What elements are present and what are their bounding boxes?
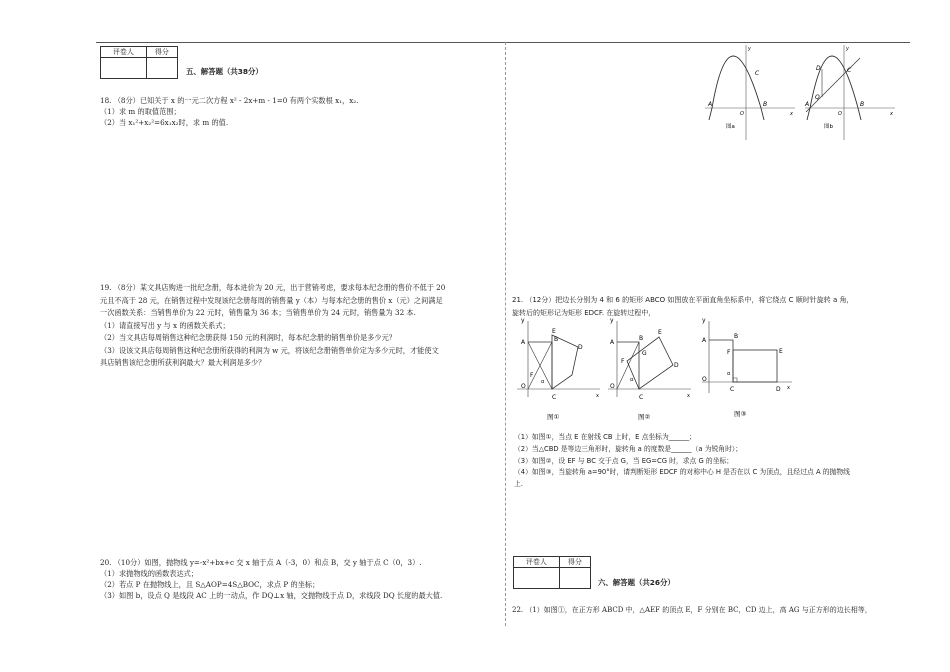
question-stem: 旋转后的矩形记为矩形 EDCF. 在旋转过程中，	[512, 308, 656, 317]
question-stem: 20. （10分）如图，抛物线 y=-x²+bx+c 交 x 轴于点 A（-3，0）和点 B，交 y 轴于点 C（0，3）.	[100, 558, 422, 567]
question-part: （3）设该文具店每周销售这种纪念册所获得的利润为 w 元，将该纪念册销售单价定为多少元时，才能使文	[100, 345, 439, 355]
score-box	[513, 556, 591, 589]
fig-label: B	[554, 336, 559, 343]
fig-label: F	[727, 349, 731, 356]
fig-label: D	[578, 344, 583, 351]
fig-label: α	[541, 379, 545, 385]
question-part: （2）当△CBD 是等边三角形时，旋转角 a 的度数是______（a 为锐角时）；	[514, 444, 743, 453]
question-stem: 18. （8分）已知关于 x 的一元二次方程 x² - 2x+m - 1=0 有两个实数根 x₁，x₂.	[100, 96, 359, 105]
question-19	[100, 282, 445, 370]
question-part: 上.	[514, 480, 523, 489]
fig-label: O	[610, 383, 615, 390]
fig-label: E	[658, 329, 662, 336]
fig-label: A	[521, 339, 526, 346]
fig-label: x	[790, 111, 793, 117]
question-part: （2）若点 P 在抛物线上，且 S△AOP=4S△BOC，求点 P 的坐标；	[100, 580, 320, 589]
question-part: 具店销售该纪念册所获利润最大？最大利润是多少？	[100, 358, 266, 367]
reviewer-label: 评卷人	[101, 47, 147, 58]
fig-label: α	[630, 377, 634, 383]
fig-label: x	[890, 111, 893, 117]
question-part: （3）如图 b，设点 Q 是线段 AC 上的一动点，作 DQ⊥x 轴，交抛物线于点 D，求线段 DQ 长度的最大值.	[100, 591, 443, 600]
fig-label: x	[787, 385, 790, 391]
score-label: 得分	[559, 557, 590, 568]
fig-label: C	[552, 394, 557, 401]
fig-label: O	[838, 111, 842, 117]
figure-b	[800, 42, 900, 142]
figure-caption: 图b	[824, 124, 833, 130]
figure-caption: 图②	[638, 413, 651, 421]
fig-label: O	[702, 376, 707, 383]
fig-label: x	[596, 393, 599, 399]
fig-label: F	[621, 358, 625, 365]
question-20	[100, 557, 442, 601]
question-part: （3）如图②，设 EF 与 BC 交于点 G，当 EG=CG 时，求点 G 的坐标；	[514, 456, 734, 465]
figure-1	[512, 317, 604, 423]
fig-label: x	[687, 393, 690, 399]
question-stem-line: 19. （8分）某文具店购进一批纪念册，每本进价为 20 元，出于营销考虑，要求每本纪念册的售价不低于 20	[100, 283, 446, 292]
fig-label: E	[779, 348, 783, 355]
question-18	[100, 95, 358, 128]
question-stem-line: 一次函数关系：当销售单价为 22 元时，销售量为 36 本；当销售单价为 24 元时，销售量为 32 本.	[100, 308, 416, 317]
fig-label: y	[748, 46, 751, 52]
column-divider	[505, 42, 506, 626]
reviewer-label: 评卷人	[514, 557, 560, 568]
figure-3	[697, 317, 797, 423]
fig-label: B	[734, 333, 739, 340]
reviewer-cell[interactable]	[101, 58, 147, 79]
fig-label: C	[639, 394, 644, 401]
score-box	[100, 46, 178, 79]
figure-a	[700, 42, 800, 142]
fig-label: D	[816, 65, 821, 72]
fig-label: B	[639, 335, 644, 342]
fig-label: Q	[815, 94, 820, 101]
fig-label: B	[763, 101, 768, 108]
fig-label: A	[702, 337, 707, 344]
score-cell[interactable]	[146, 58, 177, 79]
question-part: （2）当 x₁²+x₂²=6x₁x₂时，求 m 的值.	[100, 118, 229, 127]
reviewer-cell[interactable]	[514, 568, 560, 589]
figure-caption: 图①	[547, 413, 560, 421]
question-22	[512, 605, 872, 616]
fig-label: O	[521, 383, 526, 390]
figure-caption: 图③	[734, 410, 747, 418]
section-heading: 六、解答题（共26分）	[598, 578, 675, 587]
figure-2	[603, 317, 695, 423]
question-stem: 21. （12分）把边长分别为 4 和 6 的矩形 ABCO 如图放在平面直角坐标系中，将它绕点 C 顺时针旋转 a 角，	[512, 296, 854, 304]
fig-label: E	[552, 328, 556, 335]
fig-label: C	[755, 70, 760, 77]
fig-label: y	[610, 317, 614, 324]
fig-label: y	[846, 46, 849, 52]
question-part: （1）如图①，当点 E 在射线 CB 上时，E 点坐标为______；	[514, 433, 696, 441]
fig-label: G	[642, 350, 647, 357]
question-part: （1）请直接写出 y 与 x 的函数关系式；	[100, 320, 230, 330]
question-part: （2）当文具店每周销售这种纪念册获得 150 元的利润时，每本纪念册的销售单价是多少元？	[100, 333, 396, 342]
question-stem-line: 元且不高于 28 元，在销售过程中发现该纪念册每周的销售量 y（本）与每本纪念册的售价 x（元）之间满足	[100, 295, 443, 305]
fig-label: α	[727, 371, 731, 377]
fig-label: D	[674, 362, 679, 369]
question-part: （1）求 m 的取值范围；	[100, 107, 181, 116]
fig-label: A	[805, 101, 810, 108]
question-21-stem	[512, 294, 853, 319]
fig-label: A	[610, 339, 615, 346]
question-stem: 22. （1）如图①，在正方形 ABCD 中，△AEF 的顶点 E，F 分别在 BC，CD 边上，高 AG 与正方形的边长相等，	[512, 606, 872, 614]
fig-label: C	[730, 386, 735, 393]
figure-caption: 图a	[726, 124, 735, 130]
question-21-parts	[514, 432, 850, 491]
fig-label: A	[708, 101, 713, 108]
fig-label: C	[847, 67, 852, 74]
score-cell[interactable]	[559, 568, 590, 589]
fig-label: O	[740, 111, 744, 117]
fig-label: y	[521, 317, 525, 324]
score-label: 得分	[146, 47, 177, 58]
question-part: （1）求抛物线的函数表达式；	[100, 569, 199, 578]
fig-label: F	[530, 372, 534, 379]
section-heading: 五、解答题（共38分）	[186, 67, 263, 76]
fig-label: D	[776, 386, 781, 393]
fig-label: y	[702, 317, 706, 324]
question-part: （4）如图③，当旋转角 a=90°时，请判断矩形 EDCF 的对称中心 H 是否在以 C 为顶点，且经过点 A 的抛物线	[514, 468, 850, 477]
fig-label: B	[860, 101, 865, 108]
